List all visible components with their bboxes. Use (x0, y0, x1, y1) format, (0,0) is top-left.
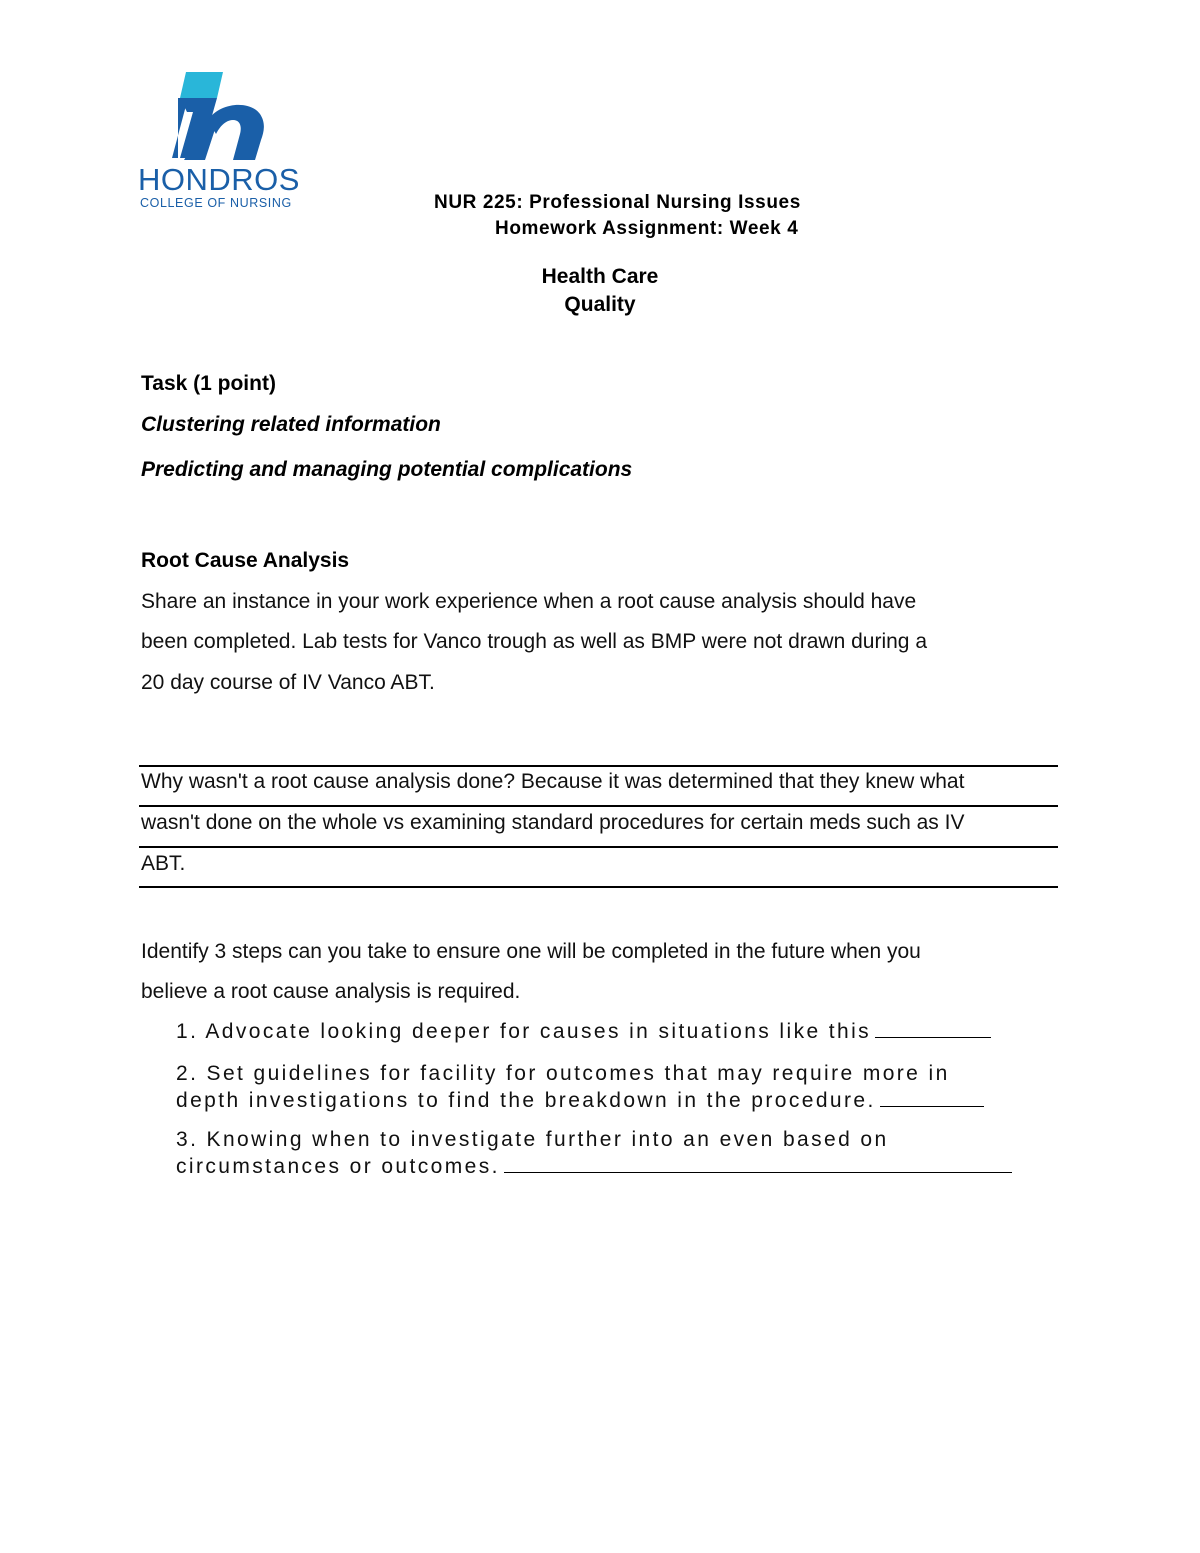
hondros-h-icon (138, 68, 308, 164)
logo-subtitle: COLLEGE OF NURSING (140, 196, 292, 210)
answer-rule (139, 846, 1058, 848)
answer-rule (139, 765, 1058, 767)
step-3-line-2: circumstances or outcomes. (176, 1155, 500, 1178)
rca-prompt-line-3: 20 day course of IV Vanco ABT. (141, 671, 435, 694)
rca-answer-line-3: ABT. (141, 852, 186, 875)
step-2-line-2: depth investigations to find the breakdown in the procedure. (176, 1089, 876, 1112)
task-item-predicting: Predicting and managing potential complications (141, 458, 633, 481)
step-2 (176, 1060, 984, 1114)
answer-blank (875, 1019, 991, 1038)
rca-answer-line-1: Why wasn't a root cause analysis done? Because it was determined that they knew what (141, 770, 965, 793)
logo-name: HONDROS (138, 162, 300, 197)
rca-prompt-line-2: been completed. Lab tests for Vanco trough as well as BMP were not drawn during a (141, 630, 928, 653)
title-line-2: Quality (564, 293, 636, 316)
answer-blank (880, 1088, 984, 1107)
course-header (434, 190, 801, 242)
step-1-text: 1. Advocate looking deeper for causes in situations like this (176, 1020, 872, 1043)
step-3 (176, 1126, 1012, 1180)
rca-prompt-line-1: Share an instance in your work experience when a root cause analysis should have (141, 590, 917, 613)
assignment-title: Homework Assignment: Week 4 (495, 218, 799, 239)
answer-rule (139, 886, 1058, 888)
hondros-logo (138, 68, 308, 218)
steps-intro-line-1: Identify 3 steps can you take to ensure one will be completed in the future when you (141, 940, 921, 963)
page-title (0, 263, 1200, 319)
rca-answer-line-2: wasn't done on the whole vs examining standard procedures for certain meds such as IV (141, 811, 965, 834)
title-line-1: Health Care (541, 265, 659, 288)
steps-intro-line-2: believe a root cause analysis is required. (141, 980, 521, 1003)
step-2-line-1: 2. Set guidelines for facility for outcomes that may require more in (176, 1062, 950, 1085)
answer-rule (139, 805, 1058, 807)
task-label: Task (1 point) (141, 372, 276, 395)
task-item-clustering: Clustering related information (141, 413, 441, 436)
course-title: NUR 225: Professional Nursing Issues (434, 192, 801, 213)
rca-heading: Root Cause Analysis (141, 549, 350, 572)
answer-blank (504, 1154, 1012, 1173)
step-3-line-1: 3. Knowing when to investigate further into an even based on (176, 1128, 889, 1151)
step-1 (176, 1018, 991, 1045)
